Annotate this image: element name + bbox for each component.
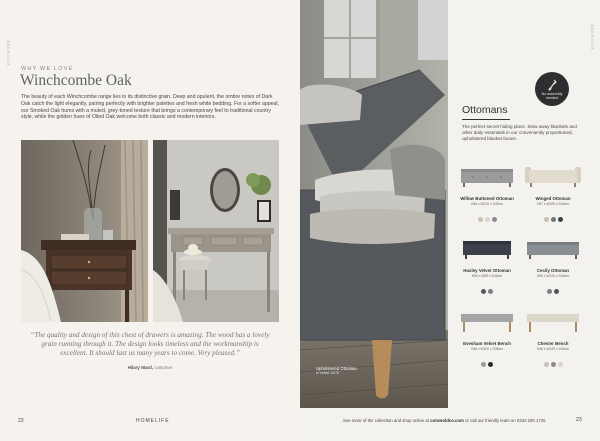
product-image	[521, 237, 585, 263]
colour-swatches	[455, 209, 519, 215]
swatch[interactable]	[544, 217, 549, 222]
swatch[interactable]	[481, 289, 486, 294]
swatch[interactable]	[554, 289, 559, 294]
product-name: Huxley Velvet Ottoman	[463, 268, 511, 273]
colour-swatches	[521, 281, 585, 287]
photo-caption-title: Upholstered Ottoman	[316, 366, 357, 371]
product-name: Chester Bench	[537, 341, 569, 346]
product-card[interactable]	[521, 310, 585, 360]
colour-swatches	[455, 281, 519, 287]
kicker-text: WHY WE LOVE	[21, 66, 74, 72]
swatch[interactable]	[481, 362, 486, 367]
photo-caption	[316, 366, 357, 377]
product-card[interactable]	[455, 310, 519, 360]
ottoman-photo	[300, 0, 448, 408]
product-image	[521, 165, 585, 191]
section-title: Ottomans	[462, 104, 508, 116]
no-assembly-badge	[535, 72, 569, 106]
product-image	[455, 310, 519, 336]
swatch[interactable]	[544, 362, 549, 367]
swatch[interactable]	[547, 289, 552, 294]
section-side-label-right: BEDROOM	[590, 24, 595, 51]
swatch[interactable]	[478, 217, 483, 222]
title-underline	[462, 119, 510, 120]
photo-caption-price: in Velvet, £675	[316, 371, 339, 376]
section-side-label: BEDROOM	[6, 40, 11, 67]
product-name: Cecily Ottoman	[536, 268, 570, 273]
footer-url[interactable]: cotswoldco.com	[430, 418, 464, 423]
swatch[interactable]	[551, 362, 556, 367]
footer-contact	[343, 418, 546, 423]
product-name: Evesham Velvet Bench	[463, 341, 511, 346]
bedside-drawers-photo	[21, 140, 148, 322]
badge-text: No assembly needed	[541, 92, 563, 101]
quote-role: customer	[153, 365, 173, 370]
page-number-right: 23	[576, 417, 582, 423]
product-dimensions: H46 x W120 x D45cm	[470, 202, 504, 206]
product-dimensions: H57 x W109 x D46cm	[536, 202, 570, 206]
product-card[interactable]	[455, 165, 519, 215]
colour-swatches	[455, 354, 519, 360]
quote-attribution	[30, 365, 270, 370]
intro-paragraph: The beauty of each Winchcombe range lies in its distinctive grain. Deep and opulent, the ombre notes of Dark Oak catch the light elegantly, pairing perfectly with brighter palettes and fresh white bedding. For a softer appeal, our Smoked Oak hums with a muted, grey-toned texture that brings a contemporary feel to traditional country style, while the golden hues of Oiled Oak welcome both classic and modern interiors.	[21, 94, 279, 121]
quote-author: Hilary Ward,	[127, 365, 154, 370]
magazine-name: HOMELIFE	[136, 418, 170, 424]
product-image	[455, 237, 519, 263]
product-name: Winged Ottoman	[535, 196, 571, 201]
swatch[interactable]	[485, 217, 490, 222]
footer-pre: See more of the collection and shop online at	[343, 418, 431, 423]
colour-swatches	[521, 209, 585, 215]
swatch[interactable]	[488, 289, 493, 294]
footer-post: or call our friendly team on 0333 200 1725	[463, 418, 546, 423]
swatch[interactable]	[492, 217, 497, 222]
page-number-left: 22	[18, 418, 24, 424]
swatch[interactable]	[558, 217, 563, 222]
product-image	[521, 310, 585, 336]
product-card[interactable]	[521, 165, 585, 215]
swatch[interactable]	[558, 362, 563, 367]
product-card[interactable]	[455, 237, 519, 287]
customer-quote: “The quality and design of this chest of drawers is amazing. The wood has a lovely grain running through it. The design looks timeless and the workmanship is excellent. It should last us many years to come. Very pleased.”	[30, 331, 270, 357]
page-title: Winchcombe Oak	[20, 72, 132, 89]
swatch[interactable]	[551, 217, 556, 222]
product-image	[455, 165, 519, 191]
product-dimensions: H46 x W120 x D40cm	[536, 347, 570, 351]
product-name: Willow Buttoned Ottoman	[460, 196, 514, 201]
product-dimensions: H50 x W90 x D46cm	[471, 274, 503, 278]
section-description: The perfect secret hiding place. Stow away blankets and other daily essentials in our conveniently proportioned, upholstered blanket boxes.	[462, 124, 577, 141]
dressing-table-photo	[153, 140, 279, 322]
swatch[interactable]	[488, 362, 493, 367]
product-dimensions: H46 x W100 x D38cm	[470, 347, 504, 351]
product-dimensions: H50 x W120 x D46cm	[536, 274, 570, 278]
product-card[interactable]	[521, 237, 585, 287]
colour-swatches	[521, 354, 585, 360]
